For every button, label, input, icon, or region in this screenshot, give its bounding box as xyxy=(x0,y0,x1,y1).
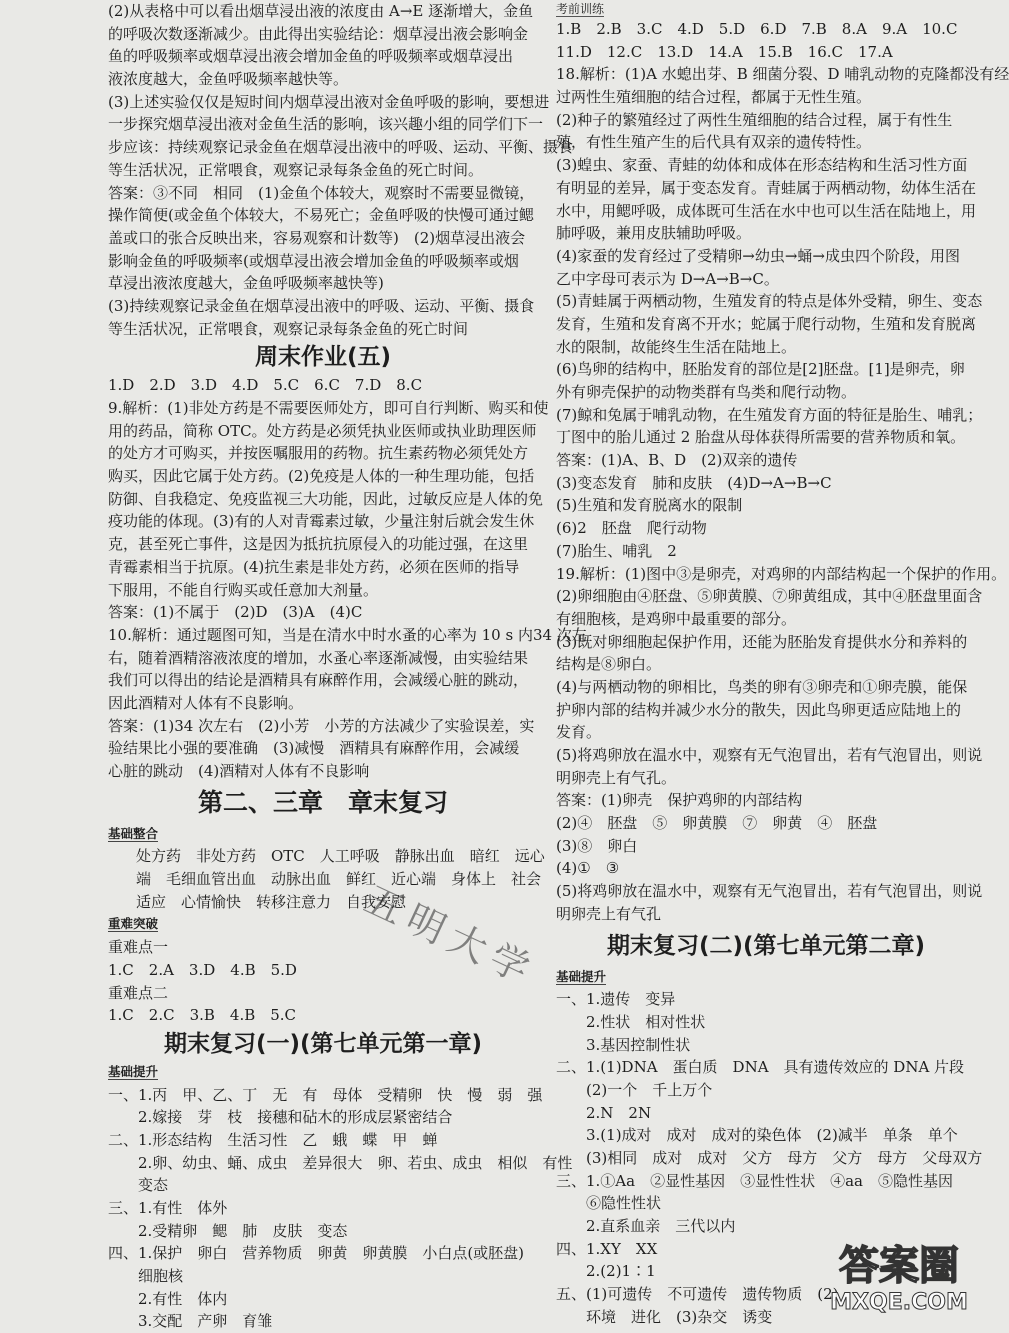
text-line: 3.交配 产卵 育雏 xyxy=(108,1312,273,1331)
text-line: 一、1.遗传 变异 xyxy=(556,990,676,1009)
text-line: 我们可以得出的结论是酒精具有麻醉作用，会减缓心脏的跳动， xyxy=(108,671,529,690)
text-line: (2)④ 胚盘 ⑤ 卵黄膜 ⑦ 卵黄 ④ 胚盘 xyxy=(556,814,878,833)
right-column xyxy=(556,0,1009,1329)
text-line: 细胞核 xyxy=(108,1267,184,1286)
text-line: 变态 xyxy=(108,1176,169,1195)
text-line: 液浓度越大，金鱼呼吸频率越快等。 xyxy=(108,70,349,89)
text-line: 疫功能的体现。(3)有的人对青霉素过敏，少量注射后就会发生休 xyxy=(108,512,535,531)
text-line: (2)一个 千上万个 xyxy=(556,1080,713,1099)
text-line: 青霉素相当于抗原。(4)抗生素是非处方药，必须在医师的指导 xyxy=(108,557,520,576)
handwritten-note: 五明大学 xyxy=(357,876,544,995)
final-review-1-title: 期末复习(一)(第七单元第一章) xyxy=(163,1030,483,1057)
text-line: 三、1.①Aa ②显性基因 ③显性性状 ④aa ⑤隐性基因 xyxy=(556,1171,953,1190)
text-line: (4)① ③ xyxy=(556,859,620,878)
pre-exam-training-body xyxy=(556,18,1009,926)
text-line: 三、1.有性 体外 xyxy=(108,1199,228,1217)
text-line: 10.解析：通过题图可知，当是在清水中时水蚤的心率为 10 s 内34 次左 xyxy=(108,625,587,644)
text-line: 1.D 2.D 3.D 4.D 5.C 6.C 7.D 8.C xyxy=(108,376,423,395)
text-line: 2.受精卵 鳃 肺 皮肤 变态 xyxy=(108,1221,348,1240)
text-line: 2.卵、幼虫、蛹、成虫 差异很大 卵、若虫、成虫 相似 有性 xyxy=(108,1153,573,1172)
text-line: 端 毛细血管出血 动脉出血 鲜红 近心端 身体上 社会 xyxy=(136,870,542,889)
text-line: 适应 心情愉快 转移注意力 自我安慰 xyxy=(136,892,407,911)
final-review-2-title: 期末复习(二)(第七单元第二章) xyxy=(606,932,926,959)
text-line: 答案：(1)34 次左右 (2)小芳 小芳的方法减少了实验误差，实 xyxy=(108,716,535,735)
text-line: 护卵内部的结构并减少水分的散失，因此鸟卵更适应陆地上的 xyxy=(556,700,962,719)
text-line: 发育，生殖和发育离不开水；蛇属于爬行动物，生殖和发育脱离 xyxy=(556,314,977,333)
text-line: (3)持续观察记录金鱼在烟草浸出液中的呼吸、运动、平衡、摄食 xyxy=(108,296,535,315)
text-line: 过两性生殖细胞的结合过程，都属于无性生殖。 xyxy=(556,88,872,107)
watermark-logo: 答案圈 xyxy=(839,1243,959,1289)
text-line: 心脏的跳动 (4)酒精对人体有不良影响 xyxy=(108,762,370,780)
site-watermark xyxy=(804,1242,994,1322)
text-line: (2)卵细胞由④胚盘、⑤卵黄膜、⑦卵黄组成，其中④胚盘里面含 xyxy=(556,587,983,606)
text-line: 步应该：持续观察记录金鱼在烟草浸出液中的呼吸、运动、平衡、摄食 xyxy=(108,138,574,157)
text-line: (4)与两栖动物的卵相比，鸟类的卵有③卵壳和①卵壳膜，能保 xyxy=(556,677,968,696)
text-line: 右，随着酒精溶液浓度的增加，水蚤心率逐渐减慢，由实验结果 xyxy=(108,648,529,667)
basic-integration-body xyxy=(108,845,545,913)
text-line: 验结果比小强的要准确 (3)减慢 酒精具有麻醉作用，会减缓 xyxy=(108,739,520,758)
text-line: (7)胎生、哺乳 2 xyxy=(556,541,677,560)
text-line: 用的药品，简称 OTC。处方药是必须凭执业医师或执业助理医师 xyxy=(108,421,537,440)
text-line: 草浸出液浓度越大，金鱼呼吸频率越快等) xyxy=(108,274,384,293)
text-line: 有细胞核，是鸡卵中最重要的部分。 xyxy=(556,609,797,628)
text-line: (2)从表格中可以看出烟草浸出液的浓度由 A→E 逐渐增大，金鱼 xyxy=(108,2,534,20)
text-line: 丁图中的胎儿通过 2 胎盘从母体获得所需要的营养物质和氧。 xyxy=(556,428,966,447)
text-line: 3.(1)成对 成对 成对的染色体 (2)减半 单条 单个 xyxy=(556,1126,958,1145)
text-line: (5)生殖和发育脱离水的限制 xyxy=(556,496,743,515)
text-line: (3)既对卵细胞起保护作用，还能为胚胎发育提供水分和养料的 xyxy=(556,632,968,651)
text-line: (3)变态发育 肺和皮肤 (4)D→A→B→C xyxy=(556,473,832,492)
text-line: 处方药 非处方药 OTC 人工呼吸 静脉出血 暗红 远心 xyxy=(136,847,545,866)
pre-exam-training-label: 考前训练 xyxy=(556,2,605,16)
text-line: 2.嫁接 芽 枝 接穗和砧木的形成层紧密结合 xyxy=(108,1108,453,1127)
left-intro-answer xyxy=(108,182,538,341)
text-line: 19.解析：(1)图中③是卵壳，对鸡卵的内部结构起一个保护的作用。 xyxy=(556,564,1007,583)
weekend-homework-title: 周末作业(五) xyxy=(254,344,392,371)
text-line: 五、(1)可遗传 不可遗传 遗传物质 (2) xyxy=(556,1285,839,1304)
text-line: 答案：(1)A、B、D (2)双亲的遗传 xyxy=(556,451,798,470)
text-line: 2.有性 体内 xyxy=(108,1289,228,1308)
text-line: (6)2 胚盘 爬行动物 xyxy=(556,519,707,538)
text-line: 水的限制，故能终生生活在陆地上。 xyxy=(556,337,797,356)
text-line: 1.C 2.C 3.B 4.B 5.C xyxy=(108,1006,297,1025)
text-line: (3)上述实验仅仅是短时间内烟草浸出液对金鱼呼吸的影响，要想进 xyxy=(108,92,550,111)
text-line: 鱼的呼吸频率或烟草浸出液会增加金鱼的呼吸频率或烟草浸出 xyxy=(108,47,514,66)
text-line: 答案：(1)不属于 (2)D (3)A (4)C xyxy=(108,603,363,622)
text-line: 18.解析：(1)A 水螅出芽、B 细菌分裂、D 哺乳动物的克隆都没有经 xyxy=(556,65,1009,84)
text-line: 答案：(1)卵壳 保护鸡卵的内部结构 xyxy=(556,791,803,810)
final-review-1-section: 基础提升 xyxy=(108,1063,159,1079)
text-line: 殖，有性生殖产生的后代具有双亲的遗传特性。 xyxy=(556,133,872,152)
text-line: 明卵壳上有气孔 xyxy=(556,904,662,923)
text-line: (2)种子的繁殖经过了两性生殖细胞的结合过程，属于有性生 xyxy=(556,110,953,129)
left-intro-text xyxy=(108,0,574,182)
text-line: ⑥隐性性状 xyxy=(556,1194,662,1213)
text-line: 等生活状况，正常喂食，观察记录每条金鱼的死亡时间。 xyxy=(108,160,484,179)
text-line: 11.D 12.C 13.D 14.A 15.B 16.C 17.A xyxy=(556,42,893,61)
text-line: (7)鲸和兔属于哺乳动物，在生殖发育方面的特征是胎生、哺乳； xyxy=(556,405,983,424)
text-line: 购买，因此它属于处方药。(2)免疫是人体的一种生理功能，包括 xyxy=(108,467,535,486)
text-line: (6)鸟卵的结构中，胚胎发育的部位是[2]胚盘。[1]是卵壳，卵 xyxy=(556,360,965,379)
text-line: 1.B 2.B 3.C 4.D 5.D 6.D 7.B 8.A 9.A 10.C xyxy=(556,20,958,38)
chapter-review-title: 第二、三章 章末复习 xyxy=(197,787,448,817)
text-line: 外有卵壳保护的动物类群有鸟类和爬行动物。 xyxy=(556,383,857,401)
text-line: (4)家蚕的发育经过了受精卵→幼虫→蛹→成虫四个阶段，用图 xyxy=(556,246,960,265)
final-review-2-section: 基础提升 xyxy=(556,968,607,984)
text-line: 2.N 2N xyxy=(556,1103,652,1122)
text-line: 的呼吸次数逐渐减少。由此得出实验结论：烟草浸出液会影响金 xyxy=(108,24,529,43)
text-line: 肺呼吸，兼用皮肤辅助呼吸。 xyxy=(556,224,752,243)
text-line: 四、1.XY XX xyxy=(556,1239,658,1258)
text-line: (3)⑧ 卵白 xyxy=(556,836,638,855)
text-line: 明卵壳上有气孔。 xyxy=(556,768,677,787)
text-line: 乙中字母可表示为 D→A→B→C。 xyxy=(556,269,779,288)
text-line: 9.解析：(1)非处方药是不需要医师处方，即可自行判断、购买和使 xyxy=(108,399,549,417)
key-difficulty-label: 重难突破 xyxy=(108,916,159,932)
text-line: 等生活状况，正常喂食，观察记录每条金鱼的死亡时间 xyxy=(108,319,469,338)
text-line: 环境 进化 (3)杂交 诱变 xyxy=(556,1307,773,1326)
text-line: 二、1.形态结构 生活习性 乙 蛾 蝶 甲 蝉 xyxy=(108,1130,438,1149)
text-line: 影响金鱼的呼吸频率(或烟草浸出液会增加金鱼的呼吸频率或烟 xyxy=(108,251,519,270)
text-line: 盖或口的张合反映出来，容易观察和计数等) (2)烟草浸出液会 xyxy=(108,228,526,247)
text-line: 结构是⑧卵白。 xyxy=(556,655,662,674)
text-line: 重难点二 xyxy=(108,983,169,1002)
text-line: 水中，用鳃呼吸，成体既可生活在水中也可以生活在陆地上，用 xyxy=(556,201,977,220)
watermark-url: MXQE.COM xyxy=(830,1290,968,1315)
text-line: (3)相同 成对 成对 父方 母方 父方 母方 父母双方 xyxy=(556,1149,983,1167)
text-line: 1.C 2.A 3.D 4.B 5.D xyxy=(108,960,297,979)
text-line: 的处方才可购买，并按医嘱服用的药物。抗生素药物必须凭处方 xyxy=(108,444,529,463)
text-line: 防御、自我稳定、免疫监视三大功能，因此，过敏反应是人体的免 xyxy=(108,489,544,508)
text-line: 发育。 xyxy=(556,723,602,742)
text-line: (5)青蛙属于两栖动物，生殖发育的特点是体外受精，卵生、变态 xyxy=(556,292,983,311)
text-line: (3)蝗虫、家蚕、青蛙的幼体和成体在形态结构和生活习性方面 xyxy=(556,156,968,175)
text-line: 2.(2)1∶1 xyxy=(556,1262,656,1281)
text-line: (5)将鸡卵放在温水中，观察有无气泡冒出，若有气泡冒出，则说 xyxy=(556,882,983,901)
text-line: 答案：③不同 相同 (1)金鱼个体较大，观察时不需要显微镜， xyxy=(108,183,535,202)
text-line: 操作简便(或金鱼个体较大，不易死亡；金鱼呼吸的快慢可通过鳃 xyxy=(108,206,534,225)
text-line: 下服用，不能自行购买或任意加大剂量。 xyxy=(108,580,379,599)
text-line: 2.直系血亲 三代以内 xyxy=(556,1217,736,1236)
text-line: 四、1.保护 卵白 营养物质 卵黄 卵黄膜 小白点(或胚盘) xyxy=(108,1244,525,1263)
text-line: 3.基因控制性状 xyxy=(556,1035,691,1054)
text-line: 二、1.(1)DNA 蛋白质 DNA 具有遗传效应的 DNA 片段 xyxy=(556,1058,965,1077)
basic-integration-label: 基础整合 xyxy=(108,825,159,841)
text-line: 有明显的差异，属于变态发育。青蛙属于两栖动物，幼体生活在 xyxy=(556,178,977,197)
text-line: 克，甚至死亡事件，这是因为抵抗抗原侵入的功能过强，在这里 xyxy=(108,535,529,554)
text-line: 一、1.丙 甲、乙、丁 无 有 母体 受精卵 快 慢 弱 强 xyxy=(108,1085,543,1104)
text-line: (5)将鸡卵放在温水中，观察有无气泡冒出，若有气泡冒出，则说 xyxy=(556,746,983,764)
text-line: 重难点一 xyxy=(108,938,169,957)
text-line: 一步探究烟草浸出液对金鱼生活的影响，该兴趣小组的同学们下一 xyxy=(108,115,544,134)
final-review-1-body xyxy=(108,1084,573,1333)
text-line: 因此酒精对人体有不良影响。 xyxy=(108,693,304,712)
text-line: 2.性状 相对性状 xyxy=(556,1012,706,1031)
